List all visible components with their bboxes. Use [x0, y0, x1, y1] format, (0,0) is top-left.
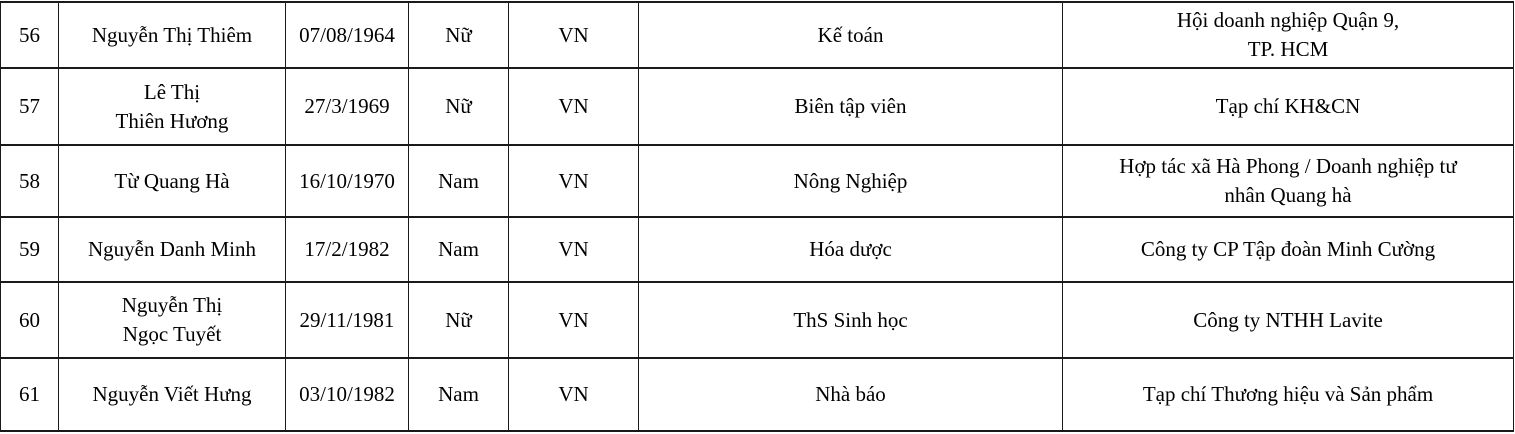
cell-no: 60	[1, 282, 59, 358]
cell-occupation: Nhà báo	[639, 358, 1063, 431]
cell-nationality: VN	[509, 282, 639, 358]
table-row	[1, 217, 1514, 282]
cell-nationality: VN	[509, 217, 639, 282]
cell-name: Lê Thị Thiên Hương	[59, 68, 286, 145]
table-row	[1, 282, 1514, 358]
cell-occupation: Nông Nghiệp	[639, 145, 1063, 217]
cell-no: 56	[1, 2, 59, 68]
cell-gender: Nữ	[409, 68, 509, 145]
cell-gender: Nam	[409, 145, 509, 217]
cell-nationality: VN	[509, 2, 639, 68]
cell-nationality: VN	[509, 68, 639, 145]
cell-name: Từ Quang Hà	[59, 145, 286, 217]
cell-organization: Tạp chí Thương hiệu và Sản phẩm	[1063, 358, 1514, 431]
cell-no: 58	[1, 145, 59, 217]
cell-dob: 29/11/1981	[286, 282, 409, 358]
cell-no: 59	[1, 217, 59, 282]
cell-organization: Công ty CP Tập đoàn Minh Cường	[1063, 217, 1514, 282]
cell-no: 61	[1, 358, 59, 431]
table-row	[1, 358, 1514, 431]
cell-nationality: VN	[509, 145, 639, 217]
cell-name: Nguyễn Viết Hưng	[59, 358, 286, 431]
cell-dob: 27/3/1969	[286, 68, 409, 145]
cell-occupation: Kế toán	[639, 2, 1063, 68]
cell-no: 57	[1, 68, 59, 145]
cell-name: Nguyễn Thị Thiêm	[59, 2, 286, 68]
cell-nationality: VN	[509, 358, 639, 431]
cell-organization: Hội doanh nghiệp Quận 9, TP. HCM	[1063, 2, 1514, 68]
cell-organization: Hợp tác xã Hà Phong / Doanh nghiệp tư nhân Quang hà	[1063, 145, 1514, 217]
cell-name: Nguyễn Danh Minh	[59, 217, 286, 282]
table-row	[1, 68, 1514, 145]
cell-name: Nguyễn Thị Ngọc Tuyết	[59, 282, 286, 358]
cell-dob: 17/2/1982	[286, 217, 409, 282]
cell-organization: Tạp chí KH&CN	[1063, 68, 1514, 145]
cell-occupation: ThS Sinh học	[639, 282, 1063, 358]
cell-occupation: Hóa dược	[639, 217, 1063, 282]
cell-dob: 03/10/1982	[286, 358, 409, 431]
cell-gender: Nữ	[409, 282, 509, 358]
cell-organization: Công ty NTHH Lavite	[1063, 282, 1514, 358]
table-row	[1, 2, 1514, 68]
cell-gender: Nam	[409, 217, 509, 282]
cell-occupation: Biên tập viên	[639, 68, 1063, 145]
cell-dob: 16/10/1970	[286, 145, 409, 217]
table-row	[1, 145, 1514, 217]
cell-dob: 07/08/1964	[286, 2, 409, 68]
members-table	[0, 1, 1514, 432]
cell-gender: Nam	[409, 358, 509, 431]
cell-gender: Nữ	[409, 2, 509, 68]
